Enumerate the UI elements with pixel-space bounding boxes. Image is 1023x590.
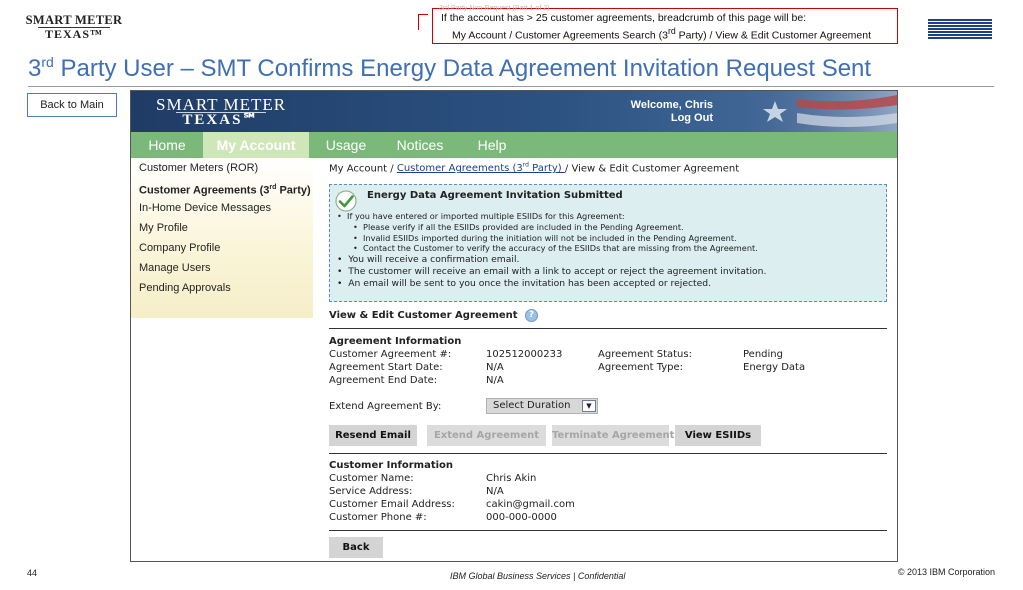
sidebar-item-company-profile[interactable]: Company Profile	[139, 242, 221, 254]
customer-name-label: Customer Name:	[329, 473, 414, 484]
check-circle-icon	[335, 190, 357, 212]
back-to-main-button[interactable]: Back to Main	[27, 93, 117, 117]
slide-title-pre: 3	[28, 55, 42, 82]
texas-flag-icon	[737, 91, 897, 132]
agreement-number-label: Customer Agreement #:	[329, 349, 452, 360]
resend-email-button[interactable]: Resend Email	[329, 425, 417, 446]
confirmation-message	[329, 184, 887, 302]
sidebar-item-customer-meters[interactable]: Customer Meters (ROR)	[139, 162, 259, 174]
app-logo[interactable]	[156, 97, 286, 128]
sidebar-agreements-sup: rd	[269, 184, 277, 191]
agreement-end-label: Agreement End Date:	[329, 375, 438, 386]
breadcrumb	[329, 162, 739, 174]
note-pointer	[418, 14, 428, 30]
back-button[interactable]: Back	[329, 537, 383, 558]
breadcrumb-link-sup: rd	[522, 162, 529, 169]
note-line-2-sup: rd	[667, 26, 676, 36]
confirmation-title: Energy Data Agreement Invitation Submitted	[367, 190, 623, 201]
ibm-logo-icon	[928, 19, 992, 40]
section-divider	[329, 328, 887, 329]
chevron-down-icon: ▼	[582, 400, 596, 412]
logout-link[interactable]: Log Out	[670, 112, 713, 124]
customer-email-value: cakin@gmail.com	[486, 499, 575, 510]
logo-line-1: SMART METER	[25, 13, 123, 27]
section-title: View & Edit Customer Agreement	[329, 310, 518, 321]
tab-notices[interactable]: Notices	[396, 137, 444, 153]
customer-phone-label: Customer Phone #:	[329, 512, 427, 523]
sidebar-agreements-post: Party)	[276, 184, 311, 197]
footer-divider	[329, 530, 887, 531]
note-faint-text: 3rd Party Non-Request (Part 1 of 2)	[439, 5, 550, 12]
welcome-text: Welcome, Chris	[630, 99, 713, 111]
sidebar-item-manage-users[interactable]: Manage Users	[139, 262, 211, 274]
extend-agreement-button[interactable]: Extend Agreement	[427, 425, 546, 446]
breadcrumb-link-pre: Customer Agreements (3	[396, 163, 523, 175]
customer-divider	[329, 453, 887, 454]
annotation-note	[432, 5, 898, 44]
note-line-2-post: Party) / View & Edit Customer Agreement	[675, 29, 872, 42]
app-logo-line-1: SMART METER	[156, 95, 287, 114]
confirmation-bullet: • The customer will receive an email with a link to accept or reject the agreement invitation.	[337, 266, 766, 278]
agreement-status-label: Agreement Status:	[598, 349, 692, 360]
extend-duration-value: Select Duration	[493, 400, 571, 411]
sidebar-item-customer-agreements[interactable]	[131, 178, 313, 198]
view-esiids-button[interactable]: View ESIIDs	[675, 425, 761, 446]
agreement-number-value: 102512000233	[486, 349, 563, 360]
agreement-start-label: Agreement Start Date:	[329, 362, 443, 373]
agreement-status-value: Pending	[743, 349, 783, 360]
breadcrumb-separator: /	[387, 163, 397, 175]
customer-email-label: Customer Email Address:	[329, 499, 455, 510]
sidebar-agreements-pre: Customer Agreements (3	[139, 184, 270, 197]
breadcrumb-root: My Account	[329, 163, 388, 175]
customer-info-heading: Customer Information	[329, 460, 454, 471]
page-number: 44	[27, 568, 38, 578]
service-address-value: N/A	[486, 486, 504, 497]
confirmation-bullet: • If you have entered or imported multiple ESIIDs for this Agreement:	[337, 211, 766, 222]
tab-usage[interactable]: Usage	[325, 137, 367, 153]
slide-title-post: Party User – SMT Confirms Energy Data Agreement Invitation Request Sent	[53, 55, 872, 82]
breadcrumb-link-agreements[interactable]	[397, 163, 565, 174]
agreement-info-heading: Agreement Information	[329, 336, 462, 347]
confirmation-bullet: • You will receive a confirmation email.	[337, 254, 766, 266]
confirmation-list	[337, 211, 766, 290]
terminate-agreement-button[interactable]: Terminate Agreement	[552, 425, 669, 446]
sidebar	[131, 158, 313, 318]
note-line-2-pre: My Account / Customer Agreements Search (3	[452, 29, 668, 42]
customer-phone-value: 000-000-0000	[486, 512, 557, 523]
footer-confidential: IBM Global Business Services | Confidential	[450, 571, 626, 581]
main-nav	[131, 132, 897, 158]
agreement-type-label: Agreement Type:	[598, 362, 684, 373]
breadcrumb-current: View & Edit Customer Agreement	[571, 163, 740, 175]
logo-line-2: TEXAS™	[38, 27, 110, 40]
copyright: © 2013 IBM Corporation	[897, 567, 995, 577]
slide-title-sup: rd	[41, 54, 54, 70]
app-window	[130, 90, 898, 562]
sidebar-item-inhome-messages[interactable]: In-Home Device Messages	[139, 202, 272, 214]
confirmation-sub-bullet: • Contact the Customer to verify the accuracy of the ESIIDs that are missing from the Agreement.	[337, 243, 766, 254]
slide-title	[28, 54, 871, 83]
service-address-label: Service Address:	[329, 486, 413, 497]
confirmation-bullet: • An email will be sent to you once the invitation has been accepted or rejected.	[337, 278, 766, 290]
tab-my-account[interactable]: My Account	[203, 132, 309, 158]
note-line-1: If the account has > 25 customer agreements, breadcrumb of this page will be:	[441, 12, 807, 24]
smart-meter-texas-logo	[24, 14, 124, 40]
extend-duration-select[interactable]	[486, 398, 598, 414]
sidebar-item-pending-approvals[interactable]: Pending Approvals	[139, 282, 231, 294]
agreement-end-value: N/A	[486, 375, 504, 386]
tab-help[interactable]: Help	[477, 137, 507, 153]
breadcrumb-link-post: Party)	[528, 163, 565, 175]
confirmation-sub-bullet: • Invalid ESIIDs imported during the initiation will not be included in the Pending Agreement.	[337, 233, 766, 244]
title-divider	[28, 86, 994, 87]
app-header	[131, 91, 897, 132]
breadcrumb-separator-2: /	[564, 163, 572, 175]
app-logo-line-2: TEXAS℠	[176, 112, 266, 128]
user-menu	[631, 99, 713, 125]
agreement-start-value: N/A	[486, 362, 504, 373]
note-line-2	[441, 25, 889, 43]
customer-name-value: Chris Akin	[486, 473, 537, 484]
sidebar-item-my-profile[interactable]: My Profile	[139, 222, 188, 234]
confirmation-sub-bullet: • Please verify if all the ESIIDs provided are included in the Pending Agreement.	[337, 222, 766, 233]
extend-label: Extend Agreement By:	[329, 401, 442, 412]
help-icon[interactable]: ?	[525, 309, 538, 322]
agreement-type-value: Energy Data	[743, 362, 806, 373]
tab-home[interactable]: Home	[148, 137, 186, 153]
